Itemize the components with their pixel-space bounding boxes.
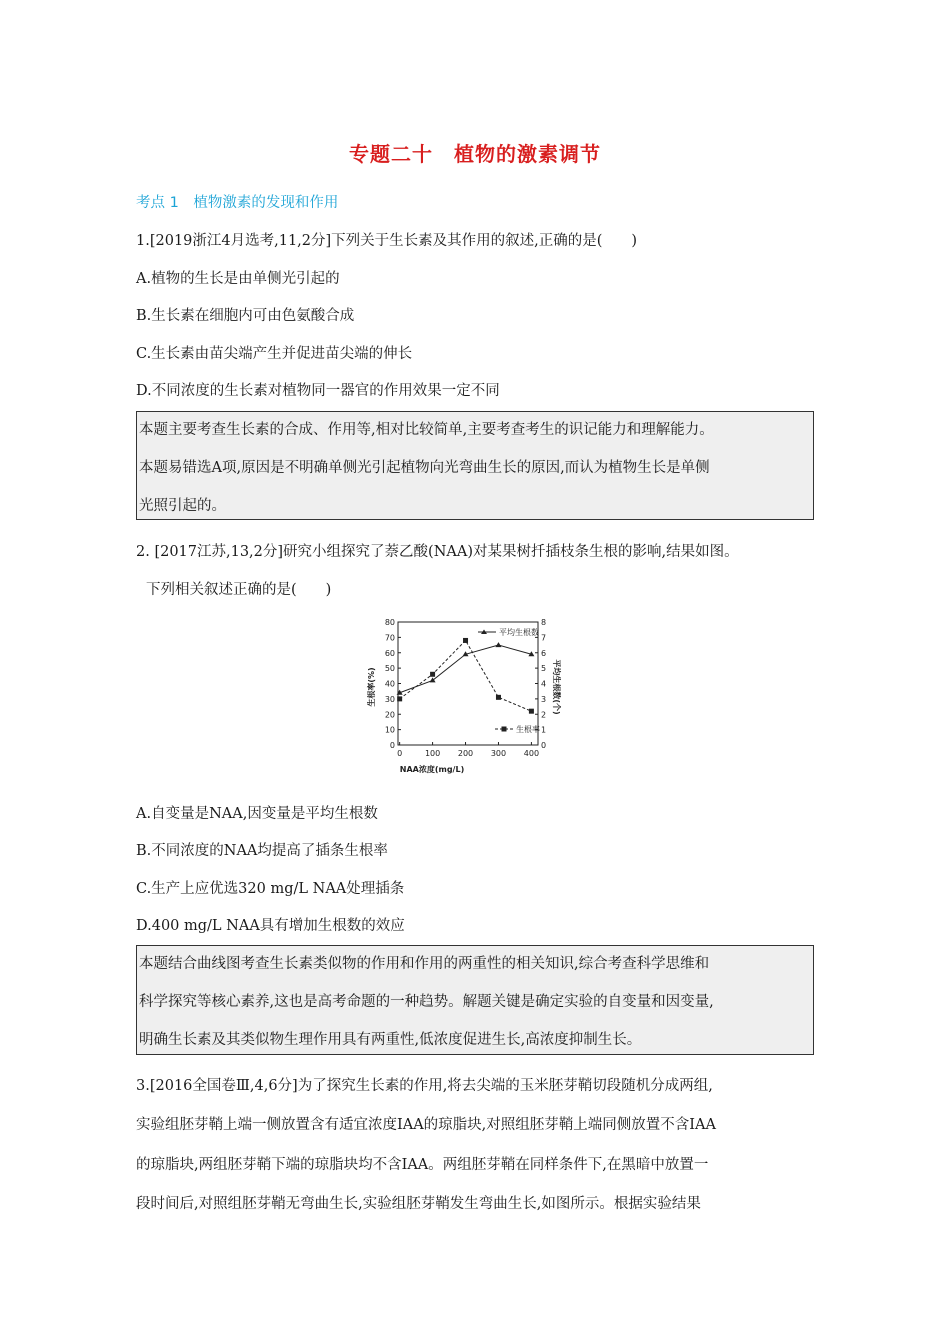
x-tick-label: 300 xyxy=(490,749,507,758)
left-tick-label: 40 xyxy=(384,679,395,689)
left-tick-label: 60 xyxy=(384,648,395,658)
left-tick-label: 30 xyxy=(384,694,395,704)
series-line-rooting-rate xyxy=(400,640,532,711)
left-tick-label: 20 xyxy=(384,710,395,720)
x-tick-label: 0 xyxy=(397,749,403,758)
right-tick-label: 7 xyxy=(541,633,547,643)
right-tick-label: 4 xyxy=(541,679,547,689)
q3-line: 实验组胚芽鞘上端一侧放置含有适宜浓度IAA的琼脂块,对照组胚芽鞘上端同侧放置不含IAA xyxy=(136,1117,716,1133)
q1-option-c: C.生长素由苗尖端产生并促进苗尖端的伸长 xyxy=(136,346,413,362)
rooting-rate-point xyxy=(463,638,468,643)
q2-stem: 2. [2017江苏,13,2分]研究小组探究了萘乙酸(NAA)对某果树扦插枝条生根的影响,结果如图。 xyxy=(136,544,739,560)
rooting-rate-point xyxy=(496,695,501,700)
q2-option-c: C.生产上应优选320 mg/L NAA处理插条 xyxy=(136,881,405,897)
right-tick-label: 8 xyxy=(541,618,547,627)
right-tick-label: 2 xyxy=(541,710,547,720)
q1-stem: 1.[2019浙江4月选考,11,2分]下列关于生长素及其作用的叙述,正确的是( ) xyxy=(136,233,638,249)
q2-note-line: 科学探究等核心素养,这也是高考命题的一种趋势。解题关键是确定实验的自变量和因变量, xyxy=(139,994,714,1010)
legend xyxy=(478,627,540,734)
q1-note-line: 本题易错选A项,原因是不明确单侧光引起植物向光弯曲生长的原因,而认为植物生长是单侧 xyxy=(139,460,710,476)
rooting-rate-point xyxy=(529,709,534,714)
q2-note-line: 明确生长素及其类似物生理作用具有两重性,低浓度促进生长,高浓度抑制生长。 xyxy=(139,1032,642,1048)
q2-option-b: B.不同浓度的NAA均提高了插条生根率 xyxy=(136,843,388,859)
left-tick-label: 70 xyxy=(384,633,395,643)
page-title: 专题二十 植物的激素调节 xyxy=(349,142,601,166)
x-tick-label: 400 xyxy=(523,749,540,758)
q1-note-line: 本题主要考查生长素的合成、作用等,相对比较简单,主要考查考生的识记能力和理解能力。 xyxy=(139,422,714,438)
q2-stem-cont: 下列相关叙述正确的是( ) xyxy=(146,582,332,598)
legend-label-avg: 平均生根数 xyxy=(499,628,539,637)
y-axis-left-label: 生根率(%) xyxy=(367,667,376,707)
x-tick-label: 100 xyxy=(424,749,441,758)
left-tick-label: 10 xyxy=(384,725,395,735)
q2-note-box xyxy=(136,945,814,1055)
right-tick-label: 0 xyxy=(541,741,547,750)
q1-option-a: A.植物的生长是由单侧光引起的 xyxy=(136,271,340,287)
rooting-rate-point xyxy=(397,696,402,701)
x-tick-label: 200 xyxy=(457,749,474,758)
rooting-rate-point xyxy=(430,672,435,677)
q1-option-b: B.生长素在细胞内可由色氨酸合成 xyxy=(136,308,355,324)
left-tick-label: 50 xyxy=(384,664,395,674)
x-axis-label: NAA浓度(mg/L) xyxy=(399,765,465,774)
q2-note-line: 本题结合曲线图考查生长素类似物的作用和作用的两重性的相关知识,综合考查科学思维和 xyxy=(139,956,710,972)
naa-chart xyxy=(358,612,561,782)
q1-option-d: D.不同浓度的生长素对植物同一器官的作用效果一定不同 xyxy=(136,383,500,399)
left-tick-label: 0 xyxy=(389,741,395,750)
q2-option-d: D.400 mg/L NAA具有增加生根数的效应 xyxy=(136,918,405,934)
right-tick-label: 6 xyxy=(541,648,547,658)
right-tick-label: 3 xyxy=(541,694,547,704)
q2-option-a: A.自变量是NAA,因变量是平均生根数 xyxy=(136,806,378,822)
q3-line: 段时间后,对照组胚芽鞘无弯曲生长,实验组胚芽鞘发生弯曲生长,如图所示。根据实验结果 xyxy=(136,1196,701,1212)
q3-line: 的琼脂块,两组胚芽鞘下端的琼脂块均不含IAA。两组胚芽鞘在同样条件下,在黑暗中放置一 xyxy=(136,1157,709,1173)
left-tick-label: 80 xyxy=(384,618,395,627)
legend-label-rate: 生根率 xyxy=(516,725,540,734)
q1-note-line: 光照引起的。 xyxy=(139,498,226,514)
legend-square-marker xyxy=(502,727,507,732)
avg-root-count-point xyxy=(495,642,501,647)
section-heading: 考点 1 植物激素的发现和作用 xyxy=(136,195,339,211)
q1-note-box xyxy=(136,411,814,520)
right-tick-label: 5 xyxy=(541,664,547,674)
y-axis-right-label: 平均生根数(个) xyxy=(552,659,561,715)
right-tick-label: 1 xyxy=(541,725,547,735)
q3-line: 3.[2016全国卷Ⅲ,4,6分]为了探究生长素的作用,将去尖端的玉米胚芽鞘切段随机分成两组, xyxy=(136,1078,713,1094)
